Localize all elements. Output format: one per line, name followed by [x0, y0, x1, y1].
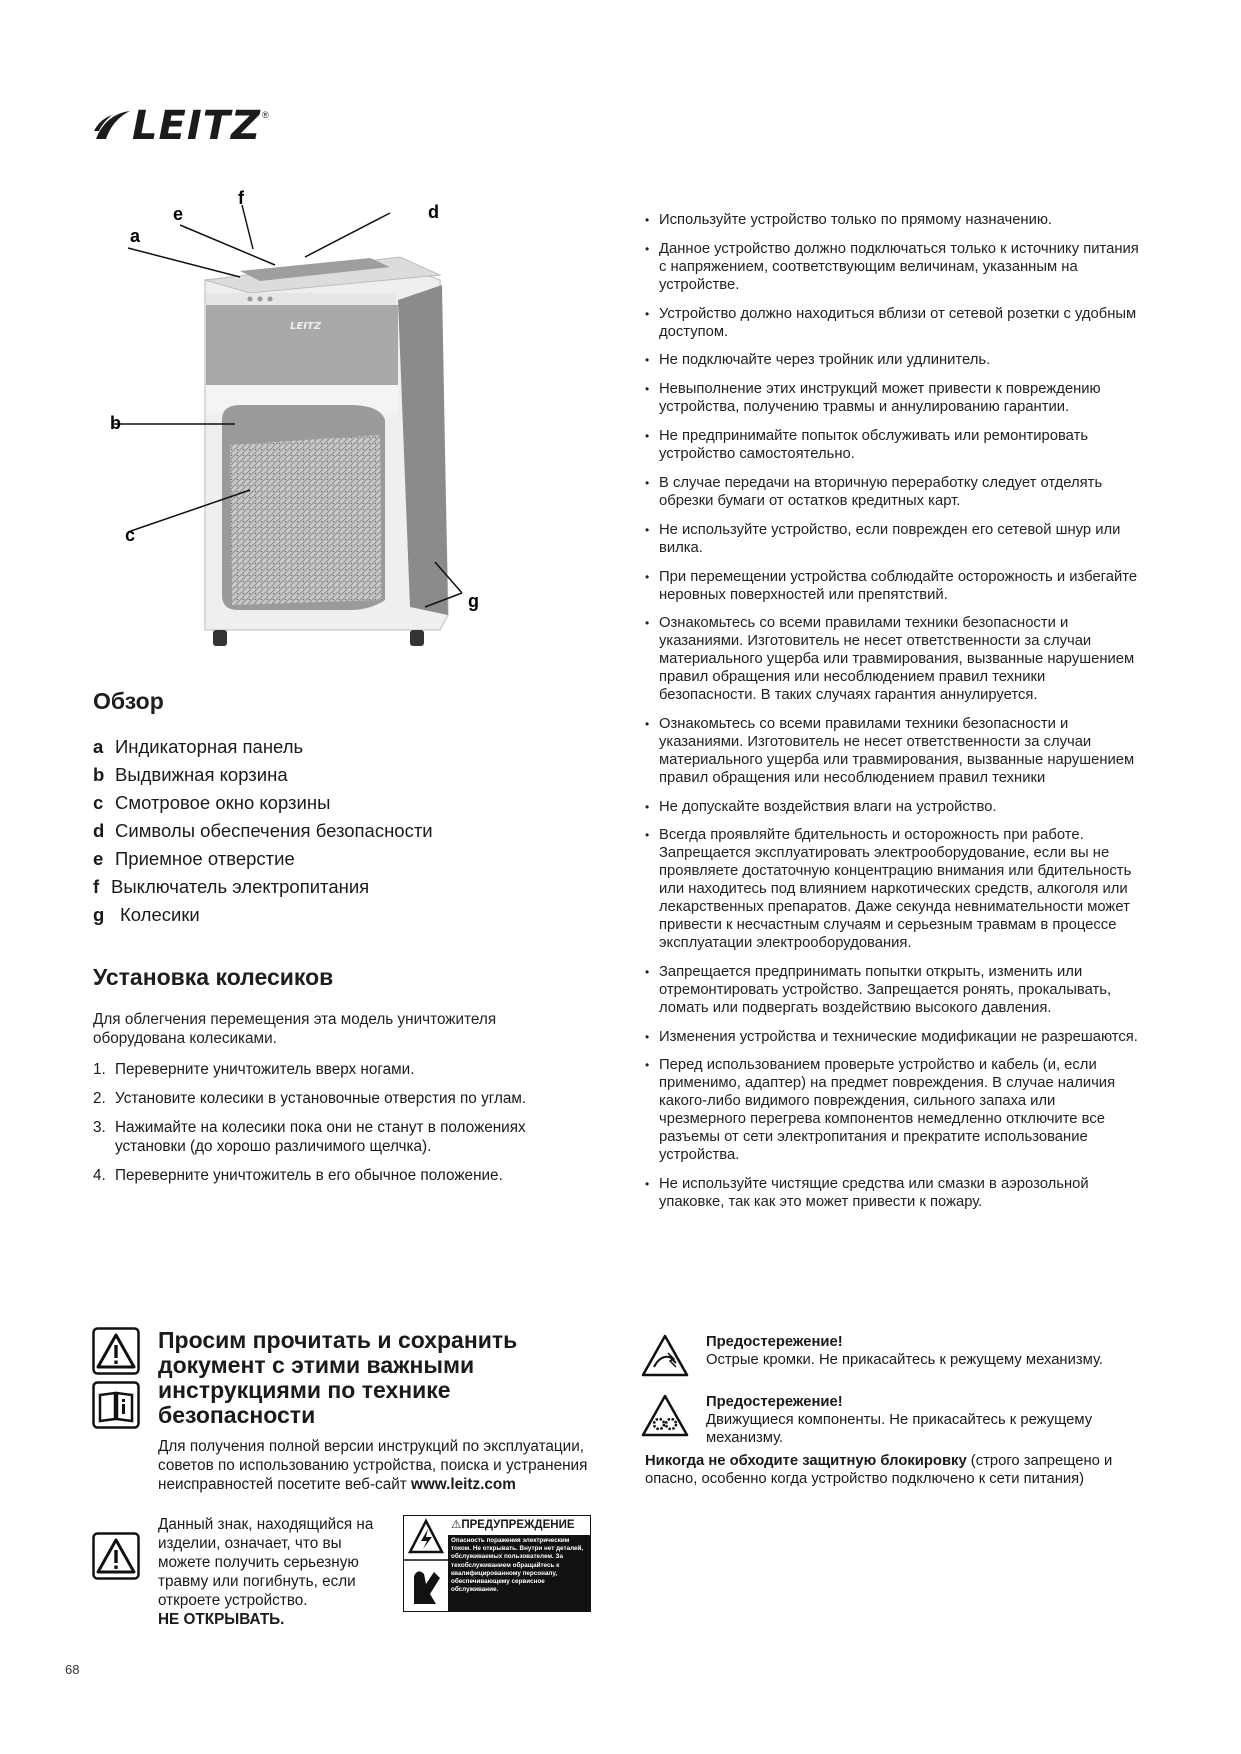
wheels-title: Установка колесиков	[93, 964, 334, 990]
moving-parts-warning-icon	[640, 1393, 690, 1439]
list-item: • Не используйте устройство, если поврежден его сетевой шнур или вилка.	[645, 522, 1145, 558]
list-item: 4. Переверните уничтожитель в его обычное положение.	[93, 1167, 503, 1184]
list-item: • В случае передачи на вторичную переработку следует отделять обрезки бумаги от остатков кредитных карт.	[645, 475, 1145, 511]
list-item: • Ознакомьтесь со всеми правилами техники безопасности и указаниями. Изготовитель не несет ответственности за случаи материального ущерба или травмирования, вызванные нарушением правил обращения или несоблюдением правил техники	[645, 716, 1145, 788]
label-b: b	[110, 413, 121, 433]
label-e: e	[173, 204, 184, 224]
brand-name: LEITZ	[132, 103, 261, 149]
list-item: • Всегда проявляйте бдительность и осторожность при работе. Запрещается эксплуатировать электрооборудование, если вы не проявляете достаточную концентрацию внимания или бдительность или находитесь под влиянием наркотических средств, алкоголя или лекарственных препаратов. Даже секунда невнимательности может привести к несчастным случаям и серьезным травмам в процессе эксплуатации электрооборудования.	[645, 827, 1145, 952]
sharp-edges-warning-icon	[640, 1333, 690, 1379]
list-item: • Используйте устройство только по прямому назначению.	[645, 212, 1145, 230]
list-item: 2. Установите колесики в установочные отверстия по углам.	[93, 1090, 527, 1107]
list-item: b Выдвижная корзина	[93, 764, 288, 785]
caution-sharp-edges: Предостережение! Острые кромки. Не прикасайтесь к режущему механизму.	[706, 1334, 1104, 1368]
list-item: a Индикаторная панель	[93, 736, 304, 757]
list-item: 1. Переверните уничтожитель вверх ногами.	[93, 1061, 415, 1078]
label-g: g	[468, 591, 479, 611]
list-item: c Смотровое окно корзины	[93, 792, 331, 813]
list-item: • Не допускайте воздействия влаги на устройство.	[645, 799, 1145, 817]
list-item: • Не подключайте через тройник или удлинитель.	[645, 352, 1145, 370]
interlock-notice: Никогда не обходите защитную блокировку (строго запрещено и опасно, особенно когда устройство подключено к сети питания)	[645, 1453, 1113, 1487]
list-item: • Ознакомьтесь со всеми правилами техники безопасности и указаниями. Изготовитель не несет ответственности за случаи материального ущерба или травмирования, вызванные нарушением правил обращения или несоблюдением правил техники безопасности. В таких случаях гарантия аннулируется.	[645, 615, 1145, 705]
leitz-swoosh-icon	[92, 109, 132, 143]
electric-shock-icon	[404, 1516, 448, 1611]
warning-triangle-icon	[92, 1327, 140, 1375]
list-item: e Приемное отверстие	[93, 848, 295, 869]
warning-label	[403, 1515, 591, 1612]
caution-moving-parts: Предостережение! Движущиеся компоненты. Не прикасайтесь к режущему механизму.	[706, 1394, 1093, 1446]
warning-label-title: ⚠ПРЕДУПРЕЖДЕНИЕ	[451, 1519, 575, 1531]
device-logo-text: LEITZ	[290, 321, 321, 332]
list-item: d Символы обеспечения безопасности	[93, 820, 433, 841]
safety-title: Просим прочитать и сохранить документ с этими важными инструкциями по технике безопасности	[158, 1327, 518, 1428]
list-item: • Не используйте чистящие средства или смазки в аэрозольной упаковке, так как это может привести к пожару.	[645, 1176, 1145, 1212]
list-item: • При перемещении устройства соблюдайте осторожность и избегайте неровных поверхностей или препятствий.	[645, 569, 1145, 605]
warning-triangle-icon	[92, 1532, 140, 1580]
list-item: • Данное устройство должно подключаться только к источнику питания с напряжением, соответствующим величинам, указанным на устройстве.	[645, 241, 1145, 295]
overview-title: Обзор	[93, 688, 164, 714]
list-item: f Выключатель электропитания	[93, 876, 370, 897]
warning-label-text: Опасность поражения электрическим током. Не открывать. Внутри нет деталей, обслуживаемых пользователем. За техобслуживанием обращайтесь к квалифицированному персоналу, обеспечивающему сервисное обслуживание.	[448, 1535, 590, 1611]
registered-mark: ®	[261, 110, 269, 120]
sign-description: Данный знак, находящийся на изделии, означает, что вы можете получить серьезную травму или погибнуть, если откроете устройство. НЕ ОТКРЫВАТЬ.	[158, 1516, 374, 1628]
label-a: a	[130, 226, 141, 246]
list-item: • Не предпринимайте попыток обслуживать или ремонтировать устройство самостоятельно.	[645, 428, 1145, 464]
front-panel	[206, 305, 398, 385]
wheels-intro: Для облегчения перемещения эта модель уничтожителя оборудована колесиками.	[93, 1011, 497, 1047]
website-link[interactable]: www.leitz.com	[411, 1476, 516, 1493]
list-item: • Невыполнение этих инструкций может привести к повреждению устройства, получению травмы и аннулированию гарантии.	[645, 381, 1145, 417]
read-manual-icon	[92, 1381, 140, 1429]
label-f: f	[238, 188, 244, 208]
list-item: • Устройство должно находиться вблизи от сетевой розетки с удобным доступом.	[645, 306, 1145, 342]
wheels-steps	[93, 1060, 603, 1195]
list-item: • Перед использованием проверьте устройство и кабель (и, если применимо, адаптер) на предмет повреждения. В случае наличия какого-либо видимого повреждения, сильного запаха или чрезмерного перегрева компонентов немедленно отключите все разъемы от сети электропитания и прекратите использование устройства.	[645, 1057, 1145, 1164]
label-c: c	[125, 525, 136, 545]
brand-logo	[92, 104, 269, 148]
list-item: g Колесики	[93, 904, 200, 925]
safety-rules-list	[645, 212, 1145, 1223]
list-item: 3. Нажимайте на колесики пока они не станут в положениях установки (до хорошо различимого щелчка).	[93, 1119, 526, 1155]
safety-body: Для получения полной версии инструкций по эксплуатации, советов по использованию устройства, поиска и устранения неисправностей посетите веб-сайт www.leitz.com	[158, 1438, 588, 1493]
list-item: • Запрещается предпринимать попытки открыть, изменить или отремонтировать устройство. Запрещается ронять, прокалывать, ломать или подвергать воздействию высокого давления.	[645, 964, 1145, 1018]
label-d: d	[428, 202, 439, 222]
page-number: 68	[65, 1662, 80, 1677]
overview-list	[93, 733, 513, 929]
shredder-illustration	[110, 188, 550, 685]
list-item: • Изменения устройства и технические модификации не разрешаются.	[645, 1029, 1145, 1047]
